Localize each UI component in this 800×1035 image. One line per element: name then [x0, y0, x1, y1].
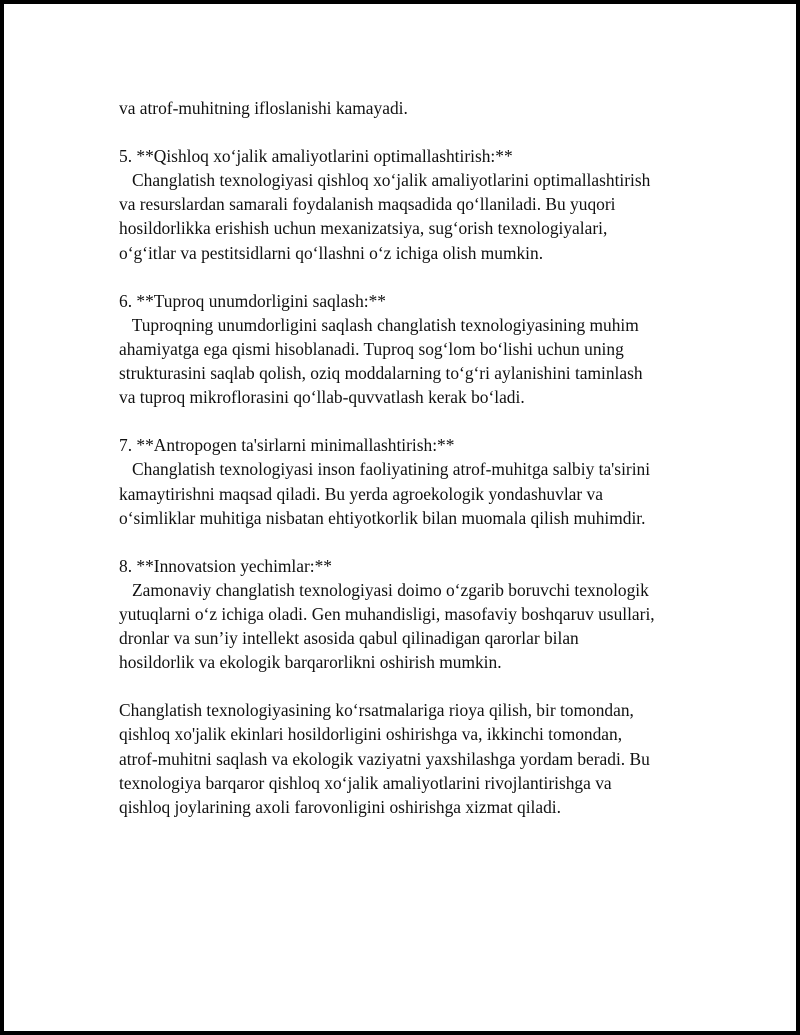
- text-line: Tuproqning unumdorligini saqlash changlatish texnologiyasining muhim: [119, 314, 639, 335]
- list-item-heading: 7. **Antropogen ta'sirlarni minimallashtirish:**: [119, 435, 455, 456]
- text-line: texnologiya barqaror qishloq xo‘jalik amaliyotlarini rivojlantirishga va: [119, 772, 612, 793]
- paragraph-gap: [119, 120, 719, 144]
- text-line: o‘g‘itlar va pestitsidlarni qo‘llashni o‘z ichiga olish mumkin.: [119, 242, 544, 263]
- list-item-heading: 8. **Innovatsion yechimlar:**: [119, 555, 332, 576]
- paragraph-gap: [119, 674, 719, 698]
- paragraph-conclusion: [119, 698, 719, 818]
- list-item-5: [119, 144, 719, 264]
- text-line: Zamonaviy changlatish texnologiyasi doimo o‘zgarib boruvchi texnologik: [119, 579, 649, 600]
- list-item-heading: 5. **Qishloq xo‘jalik amaliyotlarini optimallashtirish:**: [119, 146, 513, 167]
- text-line: va tuproq mikroflorasini qo‘llab-quvvatlash kerak bo‘ladi.: [119, 387, 525, 408]
- text-line: atrof-muhitni saqlash va ekologik vaziyatni yaxshilashga yordam beradi. Bu: [119, 748, 650, 769]
- text-line: kamaytirishni maqsad qiladi. Bu yerda agroekologik yondashuvlar va: [119, 483, 603, 504]
- text-line: va resurslardan samarali foydalanish maqsadida qo‘llaniladi. Bu yuqori: [119, 194, 616, 215]
- text-line: hosildorlikka erishish uchun mexanizatsiya, sug‘orish texnologiyalari,: [119, 218, 608, 239]
- text-line: strukturasini saqlab qolish, oziq moddalarning to‘g‘ri aylanishini taminlash: [119, 363, 643, 384]
- text-line: Changlatish texnologiyasi qishloq xo‘jalik amaliyotlarini optimallashtirish: [119, 170, 651, 191]
- text-line: Changlatish texnologiyasi inson faoliyatining atrof-muhitga salbiy ta'sirini: [119, 459, 651, 480]
- paragraph-gap: [119, 265, 719, 289]
- list-item-6: [119, 289, 719, 409]
- text-line: qishloq joylarining axoli farovonligini oshirishga xizmat qiladi.: [119, 796, 561, 817]
- paragraph-gap: [119, 530, 719, 554]
- text-line: o‘simliklar muhitiga nisbatan ehtiyotkorlik bilan muomala qilish muhimdir.: [119, 507, 646, 528]
- list-item-heading: 6. **Tuproq unumdorligini saqlash:**: [119, 290, 386, 311]
- text-line: hosildorlik va ekologik barqarorlikni oshirish mumkin.: [119, 652, 502, 673]
- text-line: va atrof-muhitning ifloslanishi kamayadi.: [119, 98, 408, 118]
- text-line: dronlar va sun’iy intellekt asosida qabul qilinadigan qarorlar bilan: [119, 628, 579, 649]
- text-line: Changlatish texnologiyasining ko‘rsatmalariga rioya qilish, bir tomondan,: [119, 700, 634, 721]
- paragraph-gap: [119, 409, 719, 433]
- text-line: qishloq xo'jalik ekinlari hosildorligini oshirishga va, ikkinchi tomondan,: [119, 724, 623, 745]
- list-item-8: [119, 554, 719, 674]
- text-line: yutuqlarni o‘z ichiga oladi. Gen muhandisligi, masofaviy boshqaruv usullari,: [119, 603, 655, 624]
- list-item-7: [119, 433, 719, 529]
- document-body: [119, 96, 719, 819]
- paragraph-intro-tail: [119, 96, 719, 120]
- text-line: ahamiyatga ega qismi hisoblanadi. Tuproq sog‘lom bo‘lishi uchun uning: [119, 338, 624, 359]
